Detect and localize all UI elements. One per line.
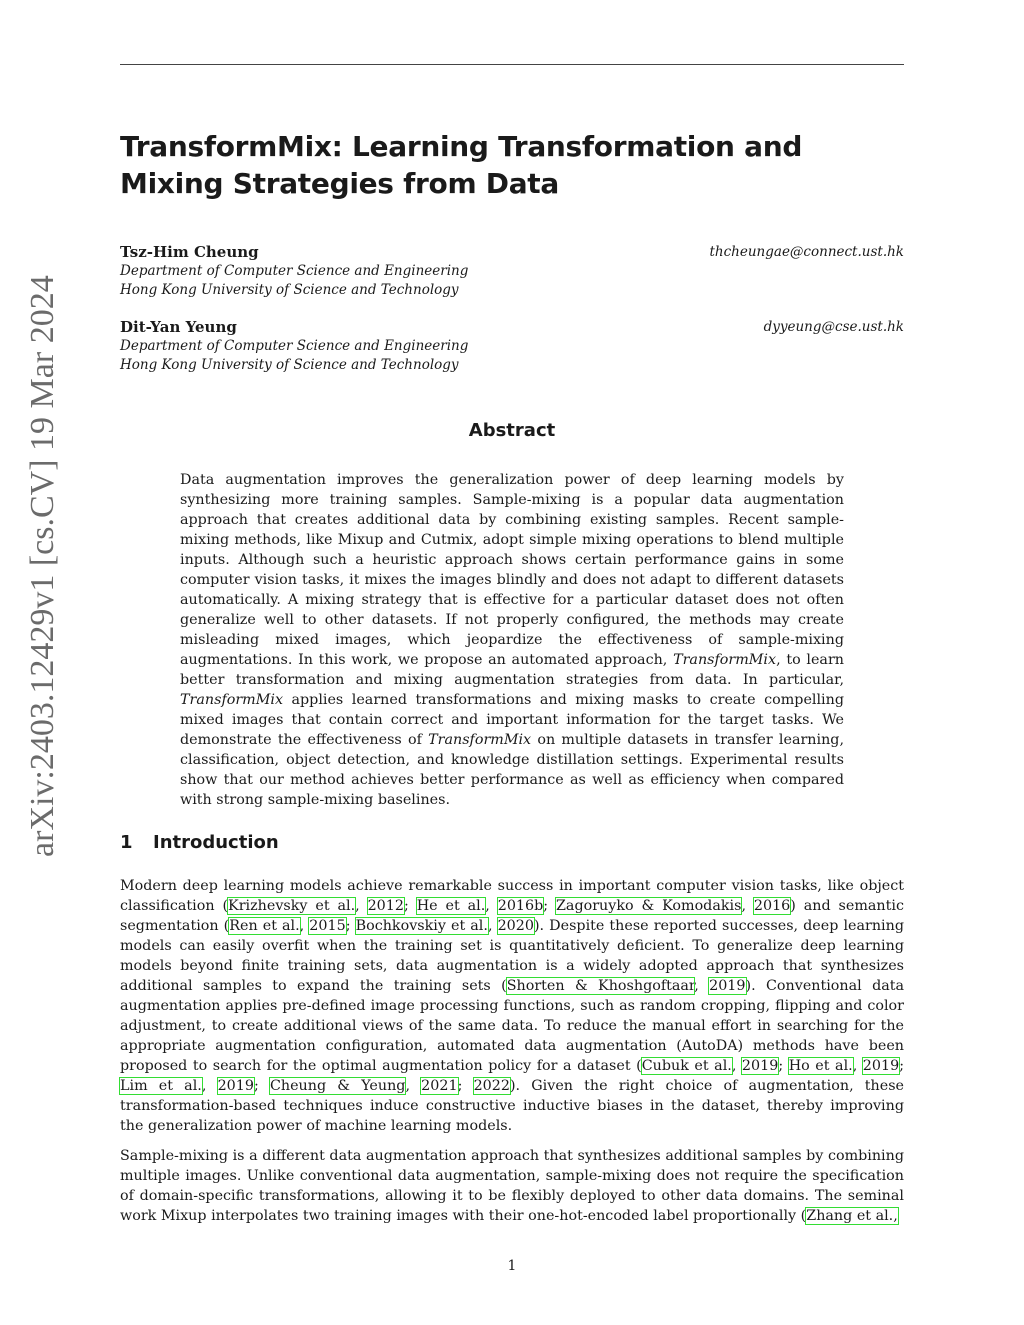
citation-link[interactable]: Shorten & Khoshgoftaar [506, 978, 695, 994]
citation-link[interactable]: He et al. [416, 898, 486, 914]
intro-paragraph: Sample-mixing is a different data augmentation approach that synthesizes additional samples by combining multiple images. Unlike conventional data augmentation, sample-mixing does not require the specification of domain-specific transformations, allowing it to be flexibly deployed to other data domains. The seminal work Mixup interpolates two training images with their one-hot-encoded label proportionally (Zhang et al., [120, 1148, 904, 1224]
citation-link[interactable]: 2016 [753, 898, 791, 914]
author-department: Department of Computer Science and Engineering [120, 338, 469, 354]
paper-title: TransformMix: Learning Transformation and Mixing Strategies from Data [120, 130, 803, 200]
arxiv-identifier: arXiv:2403.12429v1 [cs.CV] 19 Mar 2024 [24, 275, 61, 857]
citation-link[interactable]: 2019 [709, 978, 746, 994]
citation-link[interactable]: 2012 [367, 898, 404, 914]
citation-link[interactable]: Ren et al. [229, 918, 300, 934]
citation-link[interactable]: Cheung & Yeung [269, 1078, 406, 1094]
author-block [120, 243, 904, 300]
citation-link[interactable]: 2019 [217, 1078, 254, 1094]
method-name: TransformMix [428, 732, 532, 748]
section-title: Introduction [153, 832, 279, 853]
author-name: Dit-Yan Yeung [120, 318, 237, 336]
abstract-text: Data augmentation improves the generalization power of deep learning models by synthesizing more training samples. Sample-mixing is a popular data augmentation approach that creates additional data by combining existing samples. Recent sample-mixing methods, like Mixup and Cutmix, adopt simple mixing operations to blend multiple inputs. Although such a heuristic approach shows certain performance gains in some computer vision tasks, it mixes the images blindly and does not adapt to different datasets automatically. A mixing strategy that is effective for a particular dataset does not often generalize well to other datasets. If not properly configured, the methods may create misleading mixed images, which jeopardize the effectiveness of sample-mixing augmentations. In this work, we propose an automated approach, TransformMix, to learn better transformation and mixing augmentation strategies from data. In particular, TransformMix applies learned transformations and mixing masks to create compelling mixed images that contain correct and important information for the target tasks. We demonstrate the effectiveness of TransformMix on multiple datasets in transfer learning, classification, object detection, and knowledge distillation settings. Experimental results show that our method achieves better performance as well as efficiency when compared with strong sample-mixing baselines. [180, 472, 844, 808]
citation-link[interactable]: 2022 [473, 1078, 510, 1094]
citation-link[interactable]: 2020 [497, 918, 534, 934]
author-department: Department of Computer Science and Engineering [120, 263, 469, 279]
citation-link[interactable]: Zagoruyko & Komodakis [555, 898, 742, 914]
author-block [120, 318, 904, 375]
intro-paragraph: Modern deep learning models achieve remarkable success in important computer vision tasks, like object classification (Krizhevsky et al., 2012; He et al., 2016b; Zagoruyko & Komodakis, 2016) and semantic segmentation (Ren et al., 2015; Bochkovskiy et al., 2020). Despite these reported successes, deep learning models can easily overfit when the training set is quantitatively deficient. To generalize deep learning models beyond finite training sets, data augmentation is a widely adopted approach that synthesizes additional samples to expand the training sets (Shorten & Khoshgoftaar, 2019). Conventional data augmentation applies pre-defined image processing functions, such as random cropping, flipping and color adjustment, to create additional views of the same data. To reduce the manual effort in searching for the appropriate augmentation configuration, automated data augmentation (AutoDA) methods have been proposed to search for the optimal augmentation policy for a dataset (Cubuk et al., 2019; Ho et al., 2019; Lim et al., 2019; Cheung & Yeung, 2021; 2022). Given the right choice of augmentation, these transformation-based techniques induce constructive inductive biases in the dataset, thereby improving the generalization power of machine learning models. [120, 878, 905, 1134]
author-email[interactable]: dyyeung@cse.ust.hk [763, 319, 904, 335]
author-university: Hong Kong University of Science and Technology [120, 357, 459, 373]
citation-link[interactable]: Lim et al. [120, 1078, 202, 1094]
section-number: 1 [120, 832, 133, 853]
method-name: TransformMix [180, 692, 284, 708]
citation-link[interactable]: Ho et al. [788, 1058, 853, 1074]
citation-link[interactable]: Cubuk et al. [641, 1058, 732, 1074]
citation-link[interactable]: Zhang et al., [806, 1208, 898, 1224]
citation-link[interactable]: 2019 [741, 1058, 779, 1074]
header-rule [120, 64, 904, 65]
citation-link[interactable]: 2019 [862, 1058, 900, 1074]
author-name: Tsz-Him Cheung [120, 243, 259, 261]
section-heading [120, 832, 279, 853]
citation-link[interactable]: 2015 [309, 918, 346, 934]
citation-link[interactable]: 2021 [421, 1078, 458, 1094]
abstract-heading: Abstract [468, 420, 556, 441]
author-university: Hong Kong University of Science and Technology [120, 282, 459, 298]
citation-link[interactable]: Bochkovskiy et al. [355, 918, 488, 934]
citation-link[interactable]: Krizhevsky et al. [228, 898, 356, 914]
citation-link[interactable]: 2016b [497, 898, 544, 914]
page-number: 1 [507, 1258, 517, 1274]
author-email[interactable]: thcheungae@connect.ust.hk [709, 244, 904, 260]
method-name: TransformMix [673, 652, 777, 668]
